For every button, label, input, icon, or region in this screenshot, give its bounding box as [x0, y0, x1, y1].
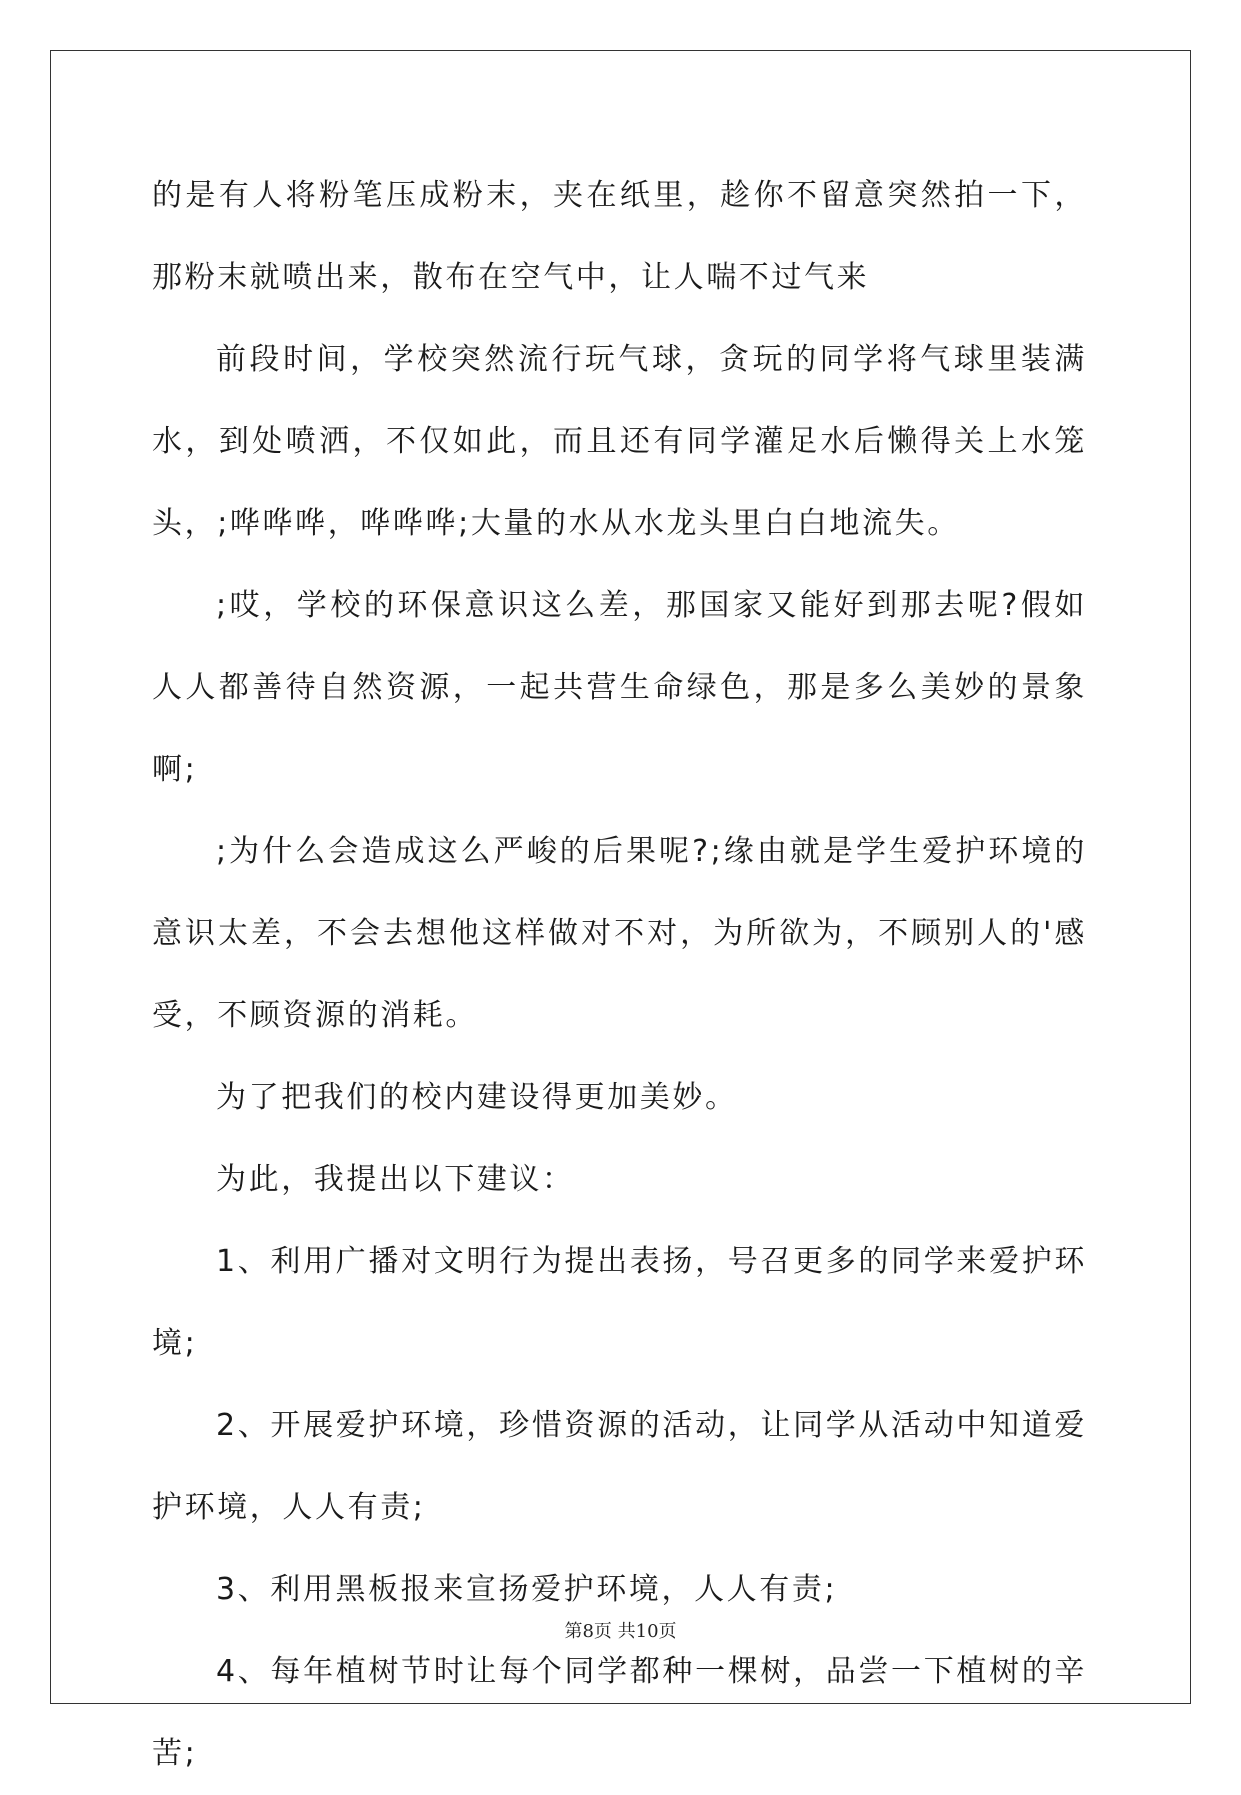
list-item-3: 3、利用黑板报来宣扬爱护环境，人人有责;	[216, 1572, 838, 1607]
list-item-1: 1、利用广播对文明行为提出表扬，号召更多的同学来爱护环境;	[152, 1244, 1087, 1361]
page-number-footer: 第8页 共10页	[564, 1621, 677, 1642]
paragraph-1: 的是有人将粉笔压成粉末，夹在纸里，趁你不留意突然拍一下，那粉末就喷出来，散布在空气中，让人喘不过气来	[152, 178, 1087, 295]
paragraph-5: 为了把我们的校内建设得更加美妙。	[216, 1080, 738, 1115]
document-body	[152, 155, 1087, 1795]
paragraph-6: 为此，我提出以下建议：	[216, 1162, 575, 1197]
paragraph-3: ;哎，学校的环保意识这么差，那国家又能好到那去呢?假如人人都善待自然资源，一起共营生命绿色，那是多么美妙的景象啊;	[152, 588, 1087, 787]
paragraph-4: ;为什么会造成这么严峻的后果呢?;缘由就是学生爱护环境的意识太差，不会去想他这样做对不对，为所欲为，不顾别人的'感受，不顾资源的消耗。	[152, 834, 1087, 1033]
paragraph-2: 前段时间，学校突然流行玩气球，贪玩的同学将气球里装满水，到处喷洒，不仅如此，而且还有同学灌足水后懒得关上水笼头，;哗哗哗，哗哗哗;大量的水从水龙头里白白地流失。	[152, 342, 1087, 541]
list-item-4: 4、每年植树节时让每个同学都种一棵树，品尝一下植树的辛苦;	[152, 1654, 1087, 1771]
list-item-2: 2、开展爱护环境，珍惜资源的活动，让同学从活动中知道爱护环境，人人有责;	[152, 1408, 1087, 1525]
